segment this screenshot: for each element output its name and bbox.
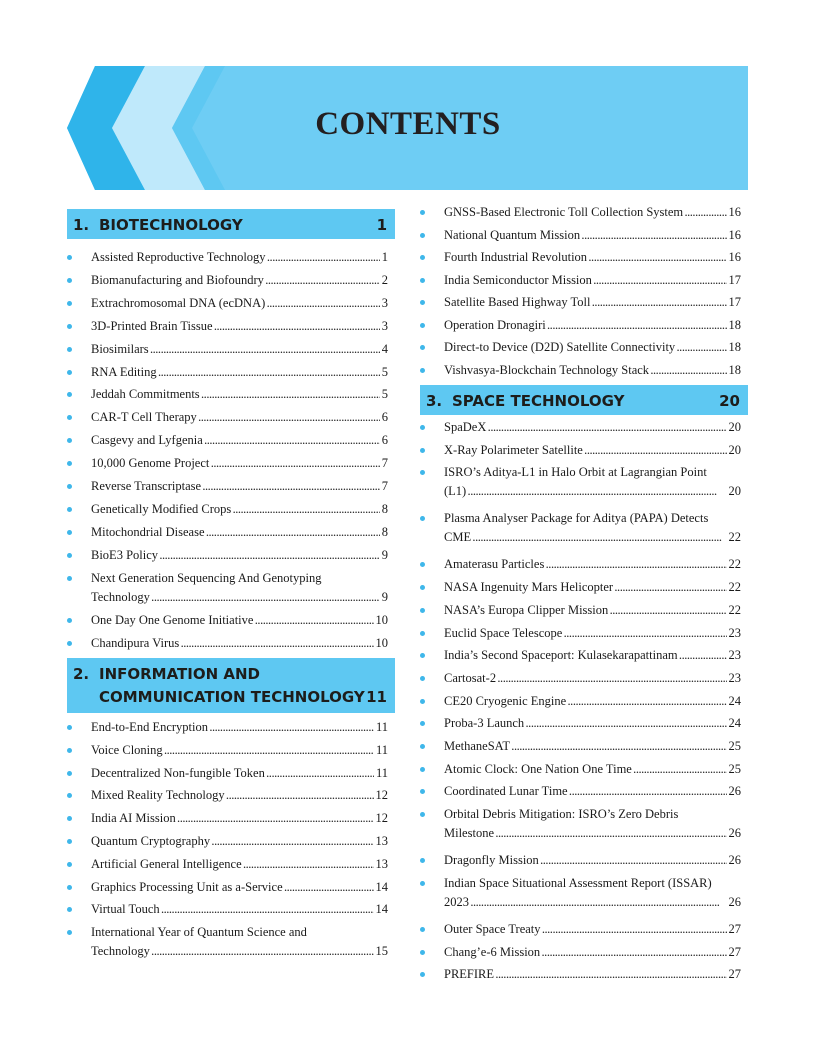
toc-entry-page: 23 xyxy=(728,625,741,640)
toc-entry-page: 6 xyxy=(381,433,388,448)
toc-entry-line xyxy=(444,293,741,311)
toc-entry-page: 15 xyxy=(375,944,388,959)
toc-entry-line xyxy=(91,317,388,335)
toc-entry-page: 18 xyxy=(728,317,741,332)
bullet-icon xyxy=(420,972,425,977)
toc-entry-line xyxy=(91,786,388,804)
toc-entry-page: 27 xyxy=(728,967,741,982)
toc-entry-page: 23 xyxy=(728,648,741,663)
toc-entry-page: 14 xyxy=(375,902,388,917)
toc-entry-line xyxy=(91,454,388,472)
bullet-icon xyxy=(67,748,72,753)
toc-entry-line xyxy=(444,851,741,869)
bullet-icon xyxy=(420,608,425,613)
toc-entry-page: 9 xyxy=(381,589,388,604)
toc-entry-title: 10,000 Genome Project . . . xyxy=(91,456,388,470)
toc-entry-line xyxy=(91,385,388,403)
toc-entry-line xyxy=(444,248,741,266)
toc-entry-title: Artificial General Intelligence . . . xyxy=(91,857,388,871)
toc-entry-title-cont: Technology . . . xyxy=(91,590,388,604)
toc-entry-line xyxy=(444,943,741,961)
bullet-icon xyxy=(420,448,425,453)
toc-entry-page: 20 xyxy=(728,442,741,457)
toc-entry-title: Outer Space Treaty . . . xyxy=(444,922,741,936)
toc-entry-title: Biosimilars . . . xyxy=(91,342,388,356)
toc-entry-page: 10 xyxy=(375,635,388,650)
toc-entry-line xyxy=(91,431,388,449)
toc-entry-page: 16 xyxy=(728,250,741,264)
toc-entry-page: 13 xyxy=(375,856,388,871)
bullet-icon xyxy=(67,484,72,489)
toc-entry-title: Jeddah Commitments . . . xyxy=(91,387,388,401)
bullet-icon xyxy=(67,415,72,420)
toc-entry-line xyxy=(91,634,388,652)
toc-entry-page: 12 xyxy=(375,811,388,826)
bullet-icon xyxy=(420,585,425,590)
toc-entry-line xyxy=(444,669,741,687)
toc-entry-line xyxy=(444,203,741,221)
toc-entry-title: Amaterasu Particles . . . xyxy=(444,557,741,571)
toc-entry-line xyxy=(444,418,741,436)
toc-entry-page: 22 xyxy=(728,580,741,595)
toc-entry-page: 18 xyxy=(728,340,741,354)
bullet-icon xyxy=(67,641,72,646)
toc-entry-title: Voice Cloning . . . xyxy=(91,743,388,757)
toc-entry-title: X-Ray Polarimeter Satellite . . . xyxy=(444,443,741,457)
toc-entry-title: ISRO’s Aditya-L1 in Halo Orbit at Lagrangian Point xyxy=(444,465,707,480)
section-title: INFORMATION AND xyxy=(99,665,261,683)
toc-entry-line xyxy=(91,477,388,495)
toc-entry-title: Decentralized Non-fungible Token . . . xyxy=(91,766,388,780)
section-title-line2: COMMUNICATION TECHNOLOGY xyxy=(99,688,365,706)
toc-entry-line xyxy=(91,832,388,850)
toc-entry-line xyxy=(91,546,388,564)
bullet-icon xyxy=(67,530,72,535)
toc-entry-title-cont: (L1) . . . xyxy=(444,484,715,498)
bullet-icon xyxy=(67,862,72,867)
toc-entry-title: Fourth Industrial Revolution . . . xyxy=(444,250,741,264)
bullet-icon xyxy=(67,347,72,352)
bullet-icon xyxy=(67,725,72,730)
toc-entry-line xyxy=(444,782,741,800)
toc-entry-page: 22 xyxy=(728,602,741,617)
bullet-icon xyxy=(420,676,425,681)
bullet-icon xyxy=(420,631,425,636)
bullet-icon xyxy=(420,210,425,215)
toc-entry-line xyxy=(444,624,741,642)
toc-entry-page: 11 xyxy=(375,742,388,757)
toc-entry-page: 16 xyxy=(728,205,741,219)
toc-entry-title: Proba-3 Launch . . . xyxy=(444,716,741,730)
bullet-icon xyxy=(67,576,72,581)
toc-entry-page: 8 xyxy=(381,524,388,539)
toc-entry-title: Reverse Transcriptase . . . xyxy=(91,479,388,493)
toc-entry-title-cont: Technology . . . xyxy=(91,944,388,958)
toc-entry-line xyxy=(91,294,388,312)
toc-entry-line xyxy=(91,271,388,289)
toc-entry-line xyxy=(91,588,388,606)
toc-entry-title: National Quantum Mission . . . xyxy=(444,228,741,242)
section-number: 2. xyxy=(73,665,90,683)
toc-entry-page: 16 xyxy=(728,227,741,242)
toc-entry-page: 23 xyxy=(728,670,741,685)
toc-entry-line xyxy=(444,692,741,710)
toc-entry-page: 3 xyxy=(381,318,388,333)
toc-entry-title-cont: CME . . . xyxy=(444,530,720,544)
toc-entry-line xyxy=(91,340,388,358)
toc-entry-title: Casgevy and Lyfgenia . . . xyxy=(91,433,388,447)
bullet-icon xyxy=(420,345,425,350)
toc-entry-line xyxy=(444,441,741,459)
bullet-icon xyxy=(67,392,72,397)
section-number: 3. xyxy=(426,392,443,410)
toc-entry-title: Orbital Debris Mitigation: ISRO’s Zero Debris xyxy=(444,807,679,822)
bullet-icon xyxy=(420,368,425,373)
bullet-icon xyxy=(67,885,72,890)
toc-entry-page: 24 xyxy=(728,716,741,731)
toc-entry-title-cont: 2023 . . . xyxy=(444,895,718,909)
toc-entry-title: GNSS-Based Electronic Toll Collection System . . . xyxy=(444,205,741,219)
toc-entry-title: NASA Ingenuity Mars Helicopter . . . xyxy=(444,580,741,594)
toc-entry-line xyxy=(444,824,741,842)
toc-entry-page: 27 xyxy=(728,944,741,959)
bullet-icon xyxy=(420,721,425,726)
toc-entry-line xyxy=(91,900,388,918)
section-header xyxy=(67,658,395,713)
toc-entry-page: 27 xyxy=(728,921,741,936)
bullet-icon xyxy=(420,767,425,772)
toc-entry-line xyxy=(91,408,388,426)
toc-entry-title: RNA Editing . . . xyxy=(91,365,388,379)
bullet-icon xyxy=(420,233,425,238)
section-page-number: 11 xyxy=(366,688,387,706)
toc-entry-page: 7 xyxy=(381,479,388,493)
toc-entry-title: CE20 Cryogenic Engine . . . xyxy=(444,694,741,708)
toc-entry-line xyxy=(91,248,388,266)
toc-entry-line xyxy=(444,965,741,983)
toc-entry-line xyxy=(91,741,388,759)
bullet-icon xyxy=(67,793,72,798)
toc-entry-page: 7 xyxy=(381,456,388,471)
toc-entry-line xyxy=(444,578,741,596)
bullet-icon xyxy=(420,812,425,817)
toc-entry-title: CAR-T Cell Therapy . . . xyxy=(91,410,388,424)
bullet-icon xyxy=(420,744,425,749)
section-page-number: 1 xyxy=(376,216,387,234)
toc-entry-page: 22 xyxy=(728,557,741,572)
toc-entry-page: 18 xyxy=(728,362,741,377)
toc-entry-title: BioE3 Policy . . . xyxy=(91,548,388,562)
bullet-icon xyxy=(67,301,72,306)
toc-entry-page: 14 xyxy=(375,879,388,894)
toc-entry-line xyxy=(444,737,741,755)
bullet-icon xyxy=(67,553,72,558)
toc-entry-page: 26 xyxy=(728,784,741,799)
bullet-icon xyxy=(420,927,425,932)
toc-entry-title: Direct-to Device (D2D) Satellite Connectivity . . . xyxy=(444,340,741,354)
bullet-icon xyxy=(67,618,72,623)
bullet-icon xyxy=(67,816,72,821)
toc-entry-title: NASA’s Europa Clipper Mission . . . xyxy=(444,603,741,617)
toc-entry-title: One Day One Genome Initiative . . . xyxy=(91,613,388,627)
toc-entry-title: Atomic Clock: One Nation One Time . . . xyxy=(444,762,741,776)
bullet-icon xyxy=(420,699,425,704)
bullet-icon xyxy=(420,562,425,567)
bullet-icon xyxy=(67,370,72,375)
toc-entry-line xyxy=(444,482,741,500)
toc-entry-page: 6 xyxy=(381,410,388,425)
toc-entry-line xyxy=(444,338,741,356)
toc-entry-title: PREFIRE . . . xyxy=(444,967,741,981)
toc-entry-page: 10 xyxy=(375,612,388,627)
toc-entry-title: Assisted Reproductive Technology . . . xyxy=(91,250,388,264)
toc-entry-page: 25 xyxy=(728,761,741,776)
toc-entry-title: Vishvasya-Blockchain Technology Stack . . . xyxy=(444,363,741,377)
page-title: CONTENTS xyxy=(315,106,501,142)
toc-entry-page: 20 xyxy=(728,484,741,499)
bullet-icon xyxy=(420,950,425,955)
toc-entry-line xyxy=(444,271,741,289)
toc-entry-title: End-to-End Encryption . . . xyxy=(91,720,388,734)
toc-entry-title: Euclid Space Telescope . . . xyxy=(444,626,741,640)
toc-entry-title: Chang’e-6 Mission . . . xyxy=(444,945,741,959)
toc-entry-line xyxy=(91,942,388,960)
toc-entry-line xyxy=(444,226,741,244)
section-title: BIOTECHNOLOGY xyxy=(99,216,243,234)
toc-entry-line xyxy=(444,601,741,619)
toc-entry-line xyxy=(444,920,741,938)
bullet-icon xyxy=(420,300,425,305)
toc-entry-line xyxy=(444,316,741,334)
bullet-icon xyxy=(420,789,425,794)
bullet-icon xyxy=(420,881,425,886)
toc-entry-line xyxy=(91,363,388,381)
toc-entry-line xyxy=(444,361,741,379)
toc-entry-title: Coordinated Lunar Time . . . xyxy=(444,784,741,798)
toc-entry-title: Dragonfly Mission . . . xyxy=(444,853,741,867)
bullet-icon xyxy=(67,461,72,466)
bullet-icon xyxy=(67,438,72,443)
toc-entry-page: 26 xyxy=(728,826,741,841)
toc-entry-line xyxy=(444,760,741,778)
toc-entry-page: 13 xyxy=(375,834,388,848)
toc-entry-page: 9 xyxy=(381,547,388,562)
toc-entry-title: Mixed Reality Technology . . . xyxy=(91,788,388,802)
toc-entry-page: 17 xyxy=(728,272,741,287)
toc-entry-title: Quantum Cryptography . . . xyxy=(91,834,388,848)
toc-entry-title: Biomanufacturing and Biofoundry . . . xyxy=(91,273,388,287)
toc-entry-title: India Semiconductor Mission . . . xyxy=(444,273,741,287)
bullet-icon xyxy=(67,930,72,935)
bullet-icon xyxy=(420,323,425,328)
bullet-icon xyxy=(420,278,425,283)
bullet-icon xyxy=(420,516,425,521)
toc-entry-page: 12 xyxy=(375,788,388,803)
toc-entry-page: 24 xyxy=(728,693,741,708)
toc-entry-line xyxy=(444,646,741,664)
toc-entry-line xyxy=(91,500,388,518)
toc-entry-page: 11 xyxy=(375,765,388,780)
section-number: 1. xyxy=(73,216,90,234)
toc-entry-title: India AI Mission . . . xyxy=(91,811,388,825)
bullet-icon xyxy=(67,324,72,329)
toc-entry-page: 4 xyxy=(381,341,388,356)
toc-entry-page: 3 xyxy=(381,295,388,310)
bullet-icon xyxy=(420,255,425,260)
toc-entry-title-cont: Milestone . . . xyxy=(444,826,741,840)
toc-entry-title: Extrachromosomal DNA (ecDNA) . . . xyxy=(91,296,388,310)
toc-entry-title: Satellite Based Highway Toll . . . xyxy=(444,295,741,309)
toc-entry-title: Operation Dronagiri . . . xyxy=(444,318,741,332)
bullet-icon xyxy=(67,507,72,512)
toc-entry-line xyxy=(91,809,388,827)
toc-entry-line xyxy=(91,611,388,629)
toc-entry-title: Virtual Touch . . . xyxy=(91,902,388,916)
bullet-icon xyxy=(420,425,425,430)
toc-entry-line xyxy=(91,523,388,541)
toc-entry-page: 20 xyxy=(728,420,741,434)
toc-entry-page: 26 xyxy=(728,853,741,868)
bullet-icon xyxy=(67,839,72,844)
toc-entry-page: 26 xyxy=(728,894,741,909)
bullet-icon xyxy=(67,278,72,283)
bullet-icon xyxy=(420,653,425,658)
toc-entry-title: Cartosat-2 . . . xyxy=(444,671,741,685)
bullet-icon xyxy=(420,858,425,863)
toc-entry-page: 25 xyxy=(728,739,741,753)
toc-entry-line xyxy=(91,764,388,782)
contents-banner xyxy=(0,0,816,200)
toc-entry-title: India’s Second Spaceport: Kulasekarapattinam . . . xyxy=(444,648,741,662)
toc-entry-page: 2 xyxy=(381,272,388,287)
toc-entry-page: 8 xyxy=(381,501,388,516)
toc-entry-page: 17 xyxy=(728,295,741,309)
toc-entry-title: SpaDeX . . . xyxy=(444,420,735,434)
bullet-icon xyxy=(420,470,425,475)
toc-entry-title: Indian Space Situational Assessment Report (ISSAR) xyxy=(444,875,712,890)
bullet-icon xyxy=(67,907,72,912)
bullet-icon xyxy=(67,771,72,776)
toc-entry-line xyxy=(444,528,741,546)
toc-entry-line xyxy=(91,878,388,896)
toc-entry-title: Next Generation Sequencing And Genotyping xyxy=(91,570,322,585)
toc-entry-line xyxy=(444,893,741,911)
toc-entry-page: 11 xyxy=(375,720,388,734)
section-title: SPACE TECHNOLOGY xyxy=(452,392,625,410)
toc-entry-title: International Year of Quantum Science and xyxy=(91,925,307,940)
toc-entry-page: 1 xyxy=(381,250,388,264)
toc-entry-line xyxy=(444,714,741,732)
toc-entry-line xyxy=(91,855,388,873)
toc-entry-line xyxy=(444,555,741,573)
toc-entry-page: 5 xyxy=(381,364,388,379)
toc-entry-title: Genetically Modified Crops . . . xyxy=(91,502,388,516)
toc-entry-title: MethaneSAT . . . xyxy=(444,739,741,753)
section-header xyxy=(420,385,748,415)
toc-entry-page: 22 xyxy=(728,530,741,545)
section-page-number: 20 xyxy=(719,392,740,410)
toc-entry-title: Chandipura Virus . . . xyxy=(91,636,388,650)
toc-entry-title: 3D-Printed Brain Tissue . . . xyxy=(91,319,388,333)
toc-entry-title: Graphics Processing Unit as a-Service . . . xyxy=(91,880,388,894)
toc-entry-line xyxy=(91,718,388,736)
section-header xyxy=(67,209,395,239)
toc-entry-page: 5 xyxy=(381,387,388,402)
bullet-icon xyxy=(67,255,72,260)
toc-entry-title: Plasma Analyser Package for Aditya (PAPA) Detects xyxy=(444,511,709,526)
toc-entry-title: Mitochondrial Disease . . . xyxy=(91,525,388,539)
